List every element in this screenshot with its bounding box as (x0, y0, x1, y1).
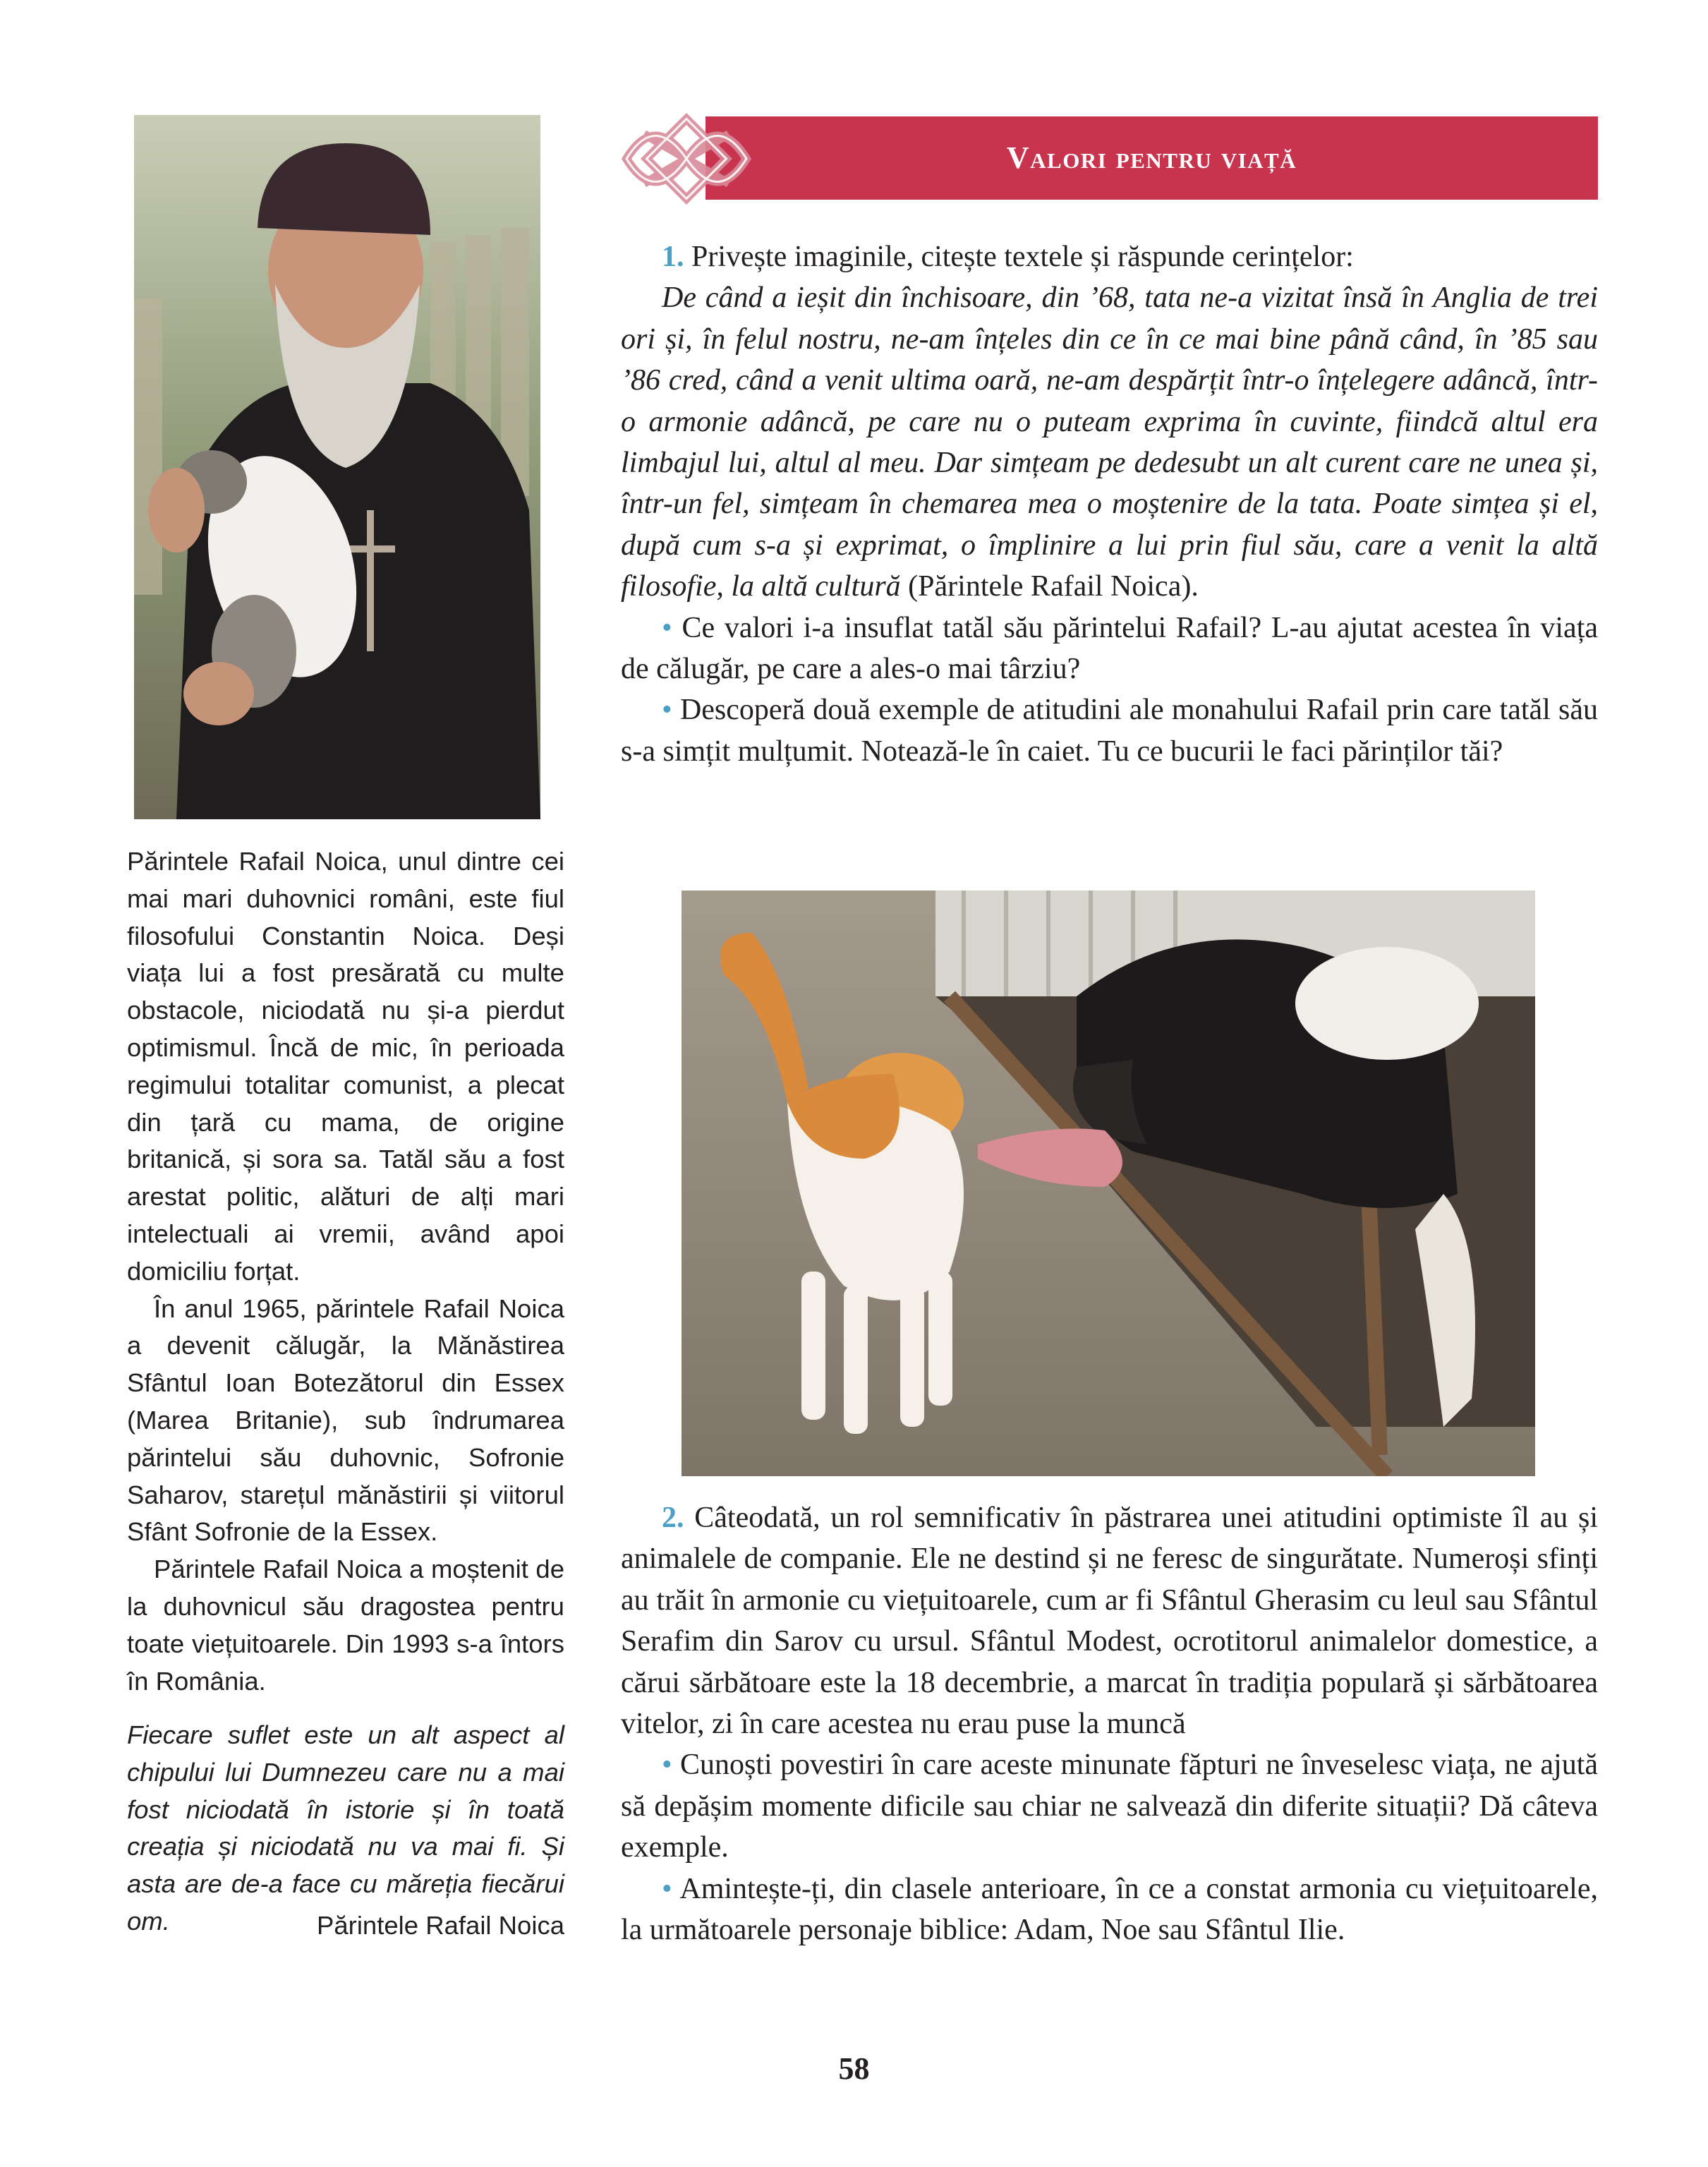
section-title: Valori pentru viață (1006, 140, 1297, 175)
page-number: 58 (838, 2051, 870, 2086)
exercise-number: 2. (662, 1502, 684, 1534)
exercise-2 (621, 1497, 1598, 1950)
bullet-icon: • (662, 694, 672, 727)
priest-photo-illustration (134, 115, 540, 819)
quote-author: Părintele Rafail Noica (317, 1911, 564, 1940)
exercise-1-bullet (621, 689, 1598, 772)
sidebar-quote: Fiecare suflet este un alt aspect al chipului lui Dumnezeu care nu a mai fost niciodată în istorie și în toată creația și niciodată nu va mai fi. Și asta are de-a face cu măreția fiecărui om. (127, 1720, 564, 1936)
exercise-2-bullet (621, 1744, 1598, 1868)
celtic-knot-icon (612, 106, 761, 212)
cat-calf-photo-illustration (682, 891, 1535, 1476)
sidebar-paragraph: În anul 1965, părintele Rafail Noica a devenit călugăr, la Mănăstirea Sfântul Ioan Botezătorul din Essex (Marea Britanie), sub îndrumarea părintelui său duhovnic, Sofronie Saharov, starețul mănăstirii și viitorul Sfânt Sofronie de la Essex. (127, 1293, 564, 1547)
exercise-2-bullet (621, 1869, 1598, 1951)
excerpt-source: (Părintele Rafail Noica). (900, 570, 1199, 603)
exercise-2-body: Câteodată, un rol semnificativ în păstrarea unei atitudini optimiste îl au și animalele de companie. Ele ne destind și ne feresc de singurătate. Numeroși sfinți au trăit în armonie cu viețuitoarele, cum ar fi Sfântul Gherasim cu leul sau Sfântul Serafim din Sarov cu ursul. Sfântul Modest, ocrotitorul animalelor domestice, a cărui sărbătoare este la 18 decembrie, a marcat în tradiția populară și sărbătoarea vitelor, zi în care acestea nu erau puse la muncă (621, 1502, 1598, 1741)
sidebar-paragraph: Părintele Rafail Noica a moștenit de la duhovnicul său dragostea pentru toate viețuitoarele. Din 1993 s-a întors în România. (127, 1555, 564, 1696)
exercise-1-bullet (621, 608, 1598, 690)
section-banner (705, 116, 1598, 200)
excerpt-text: De când a ieșit din închisoare, din ’68, tata ne-a vizitat însă în Anglia de trei ori și, în felul nostru, ne-am înțeles din ce în ce mai bine până când, în ’85 sau ’86 cred, când a venit ultima oară, ne-am despărțit într-o înțelegere adâncă, într-o armonie adâncă, pe care nu o puteam exprima în cuvinte, fiindcă altul era limbajul lui, altul al meu. Dar simțeam pe dedesubt un alt curent care ne unea și, într-un fel, simțeam în chemarea mea o moștenire de la tata. Poate simțea și el, după cum s-a și exprimat, o împlinire a lui prin fiul său, care a venit la altă filosofie, la altă cultură (621, 282, 1598, 603)
exercise-number: 1. (662, 241, 684, 273)
bullet-icon: • (662, 611, 672, 644)
bullet-text: Ce valori i-a insuflat tatăl său părintelui Rafail? L-au ajutat acestea în viața de călugăr, pe care a ales-o mai târziu? (621, 611, 1599, 686)
exercise-1 (621, 236, 1598, 772)
exercise-1-instruction: Privește imaginile, citește textele și răspunde cerințelor: (691, 241, 1354, 273)
exercise-2-text (621, 1497, 1598, 1744)
sidebar-biography (127, 843, 564, 1700)
sidebar-paragraph: Părintele Rafail Noica, unul dintre cei mai mari duhovnici români, este fiul filosofului Constantin Noica. Deși viața lui a fost presărată cu multe obstacole, niciodată nu și-a pierdut optimismul. Încă de mic, în perioada regimului totalitar comunist, a plecat din țară cu mama, de origine britanică, și sora sa. Tatăl său a fost arestat politic, alături de alți mari intelectuali ai vremii, având apoi domiciliu forțat. (127, 847, 564, 1286)
exercise-1-excerpt (621, 277, 1598, 607)
bullet-icon: • (662, 1749, 672, 1782)
bullet-text: Descoperă două exemple de atitudini ale monahului Rafail prin care tatăl său s-a simțit mulțumit. Notează-le în caiet. Tu ce bucurii le faci părinților tăi? (621, 694, 1599, 768)
bullet-text: Cunoști povestiri în care aceste minunate făpturi ne înveselesc viața, ne ajută să depășim momente dificile sau chiar ne salvează din diferite situații? Dă câteva exemple. (621, 1749, 1599, 1864)
bullet-icon: • (662, 1872, 672, 1905)
photo-cat-and-calf (682, 891, 1535, 1476)
exercise-1-prompt (621, 236, 1598, 277)
photo-priest-with-cat (134, 115, 540, 819)
bullet-text: Amintește-ți, din clasele anterioare, în ce a constat armonia cu viețuitoarele, la următoarele personaje biblice: Adam, Noe sau Sfântul Ilie. (621, 1872, 1598, 1947)
